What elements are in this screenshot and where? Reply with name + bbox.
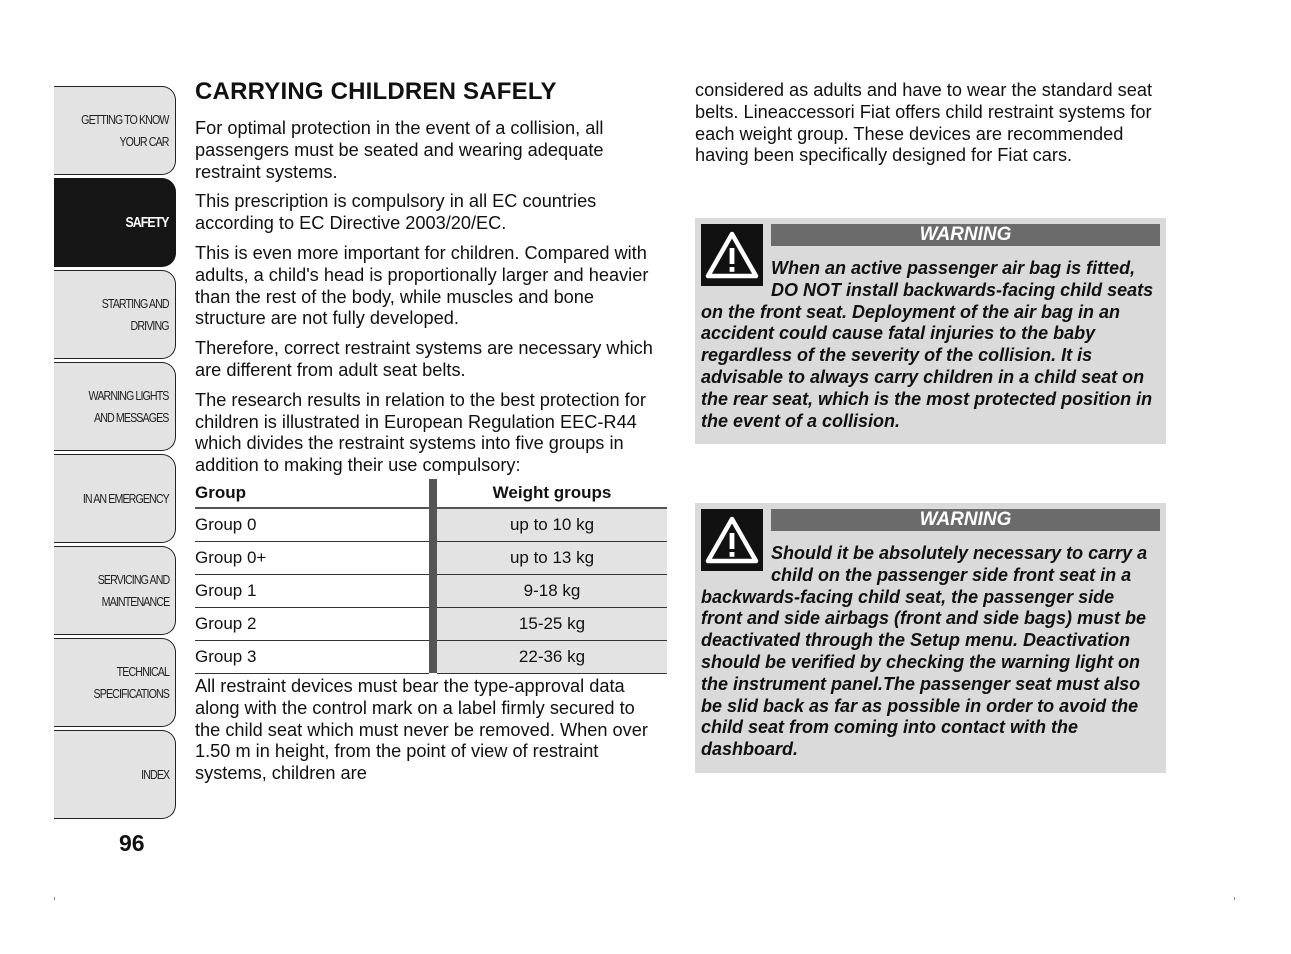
weight-cell: 15-25 kg (437, 607, 667, 640)
tab-technical-specifications[interactable] (54, 638, 176, 727)
tab-warning-lights[interactable] (54, 362, 176, 451)
column-divider (429, 574, 437, 607)
warning-title: WARNING (771, 509, 1160, 531)
warning-title: WARNING (771, 224, 1160, 246)
tab-label: IN AN EMERGENCY (83, 490, 169, 506)
crop-mark (54, 897, 55, 900)
paragraph: All restraint devices must bear the type-approval data along with the control mark on a label firmly secured to the child seat which must never be removed. When over 1.50 m in height, from the point of view of restraint systems, children are (195, 675, 648, 784)
tab-index[interactable] (54, 730, 176, 819)
tab-getting-to-know[interactable] (54, 86, 176, 175)
crop-mark (1234, 897, 1235, 900)
weight-cell: up to 13 kg (437, 541, 667, 574)
table-row (195, 541, 667, 574)
right-column (695, 80, 1165, 175)
group-cell: Group 0+ (195, 541, 429, 574)
paragraph: considered as adults and have to wear the standard seat belts. Lineaccessori Fiat offers child restraint systems for each weight group. These devices are recommended having been specifically designed for Fiat cars. (695, 80, 1153, 166)
tab-label: STARTING AND DRIVING (102, 295, 169, 333)
tab-in-an-emergency[interactable] (54, 454, 176, 543)
weight-cell: 9-18 kg (437, 574, 667, 607)
warning-text: Should it be absolutely necessary to carry a child on the passenger side front seat in a backwards-facing child seat, the passenger side front and side airbags (front and side bags) must be deactivated through the Setup menu. Deactivation should be verified by checking the warning light on the instrument panel.The passenger seat must also be slid back as far as possible in order to avoid the child seat from coming into contact with the dashboard. (701, 543, 1148, 760)
warning-text: When an active passenger air bag is fitted, DO NOT install backwards-facing child seats on the front seat. Deployment of the air bag in an accident could cause fatal injuries to the baby regardless of the severity of the collision. It is advisable to always carry children in a child seat on the rear seat, which is the most protected position in the event of a collision. (701, 258, 1154, 431)
weight-cell: 22-36 kg (437, 640, 667, 673)
paragraph: Therefore, correct restraint systems are necessary which are different from adult seat belts. (195, 338, 653, 380)
table-row (195, 640, 667, 673)
column-header-weight: Weight groups (437, 479, 667, 508)
weight-groups-table (195, 479, 667, 674)
weight-cell: up to 10 kg (437, 508, 667, 542)
column-header-group: Group (195, 479, 429, 508)
warning-box (695, 503, 1166, 773)
page-title: CARRYING CHILDREN SAFELY (195, 78, 557, 105)
tab-label: GETTING TO KNOW YOUR CAR (81, 111, 169, 149)
tab-starting-and-driving[interactable] (54, 270, 176, 359)
tab-label: WARNING LIGHTS AND MESSAGES (89, 387, 169, 425)
warning-triangle-icon (701, 224, 763, 286)
paragraph: This prescription is compulsory in all EC countries according to EC Directive 2003/20/EC. (195, 191, 597, 234)
tab-label: SERVICING AND MAINTENANCE (97, 571, 169, 609)
paragraph: This is even more important for children. Compared with adults, a child's head is proportionally larger and heavier than the rest of the body, while muscles and bone structure are not fully developed. (195, 242, 649, 329)
group-cell: Group 1 (195, 574, 429, 607)
paragraph: For optimal protection in the event of a collision, all passengers must be seated and wearing adequate restraint systems. (195, 118, 604, 182)
warning-triangle-icon (701, 509, 763, 571)
column-divider (429, 640, 437, 673)
tab-servicing[interactable] (54, 546, 176, 635)
left-column (195, 78, 665, 793)
tab-label: INDEX (140, 766, 169, 782)
group-cell: Group 3 (195, 640, 429, 673)
column-divider (429, 607, 437, 640)
table-row (195, 508, 667, 542)
tab-safety[interactable] (54, 178, 176, 267)
column-divider (429, 508, 437, 542)
warning-box (695, 218, 1166, 444)
tab-label: SAFETY (125, 213, 169, 231)
tab-label: TECHNICAL SPECIFICATIONS (93, 663, 169, 701)
group-cell: Group 2 (195, 607, 429, 640)
page-number: 96 (119, 830, 145, 856)
paragraph: The research results in relation to the best protection for children is illustrated in European Regulation EEC-R44 which divides the restraint systems into five groups in addition to making their use compulsory: (195, 389, 646, 476)
column-divider (429, 479, 437, 508)
table-row (195, 607, 667, 640)
table-header-row (195, 479, 667, 508)
column-divider (429, 541, 437, 574)
group-cell: Group 0 (195, 508, 429, 542)
table-row (195, 574, 667, 607)
